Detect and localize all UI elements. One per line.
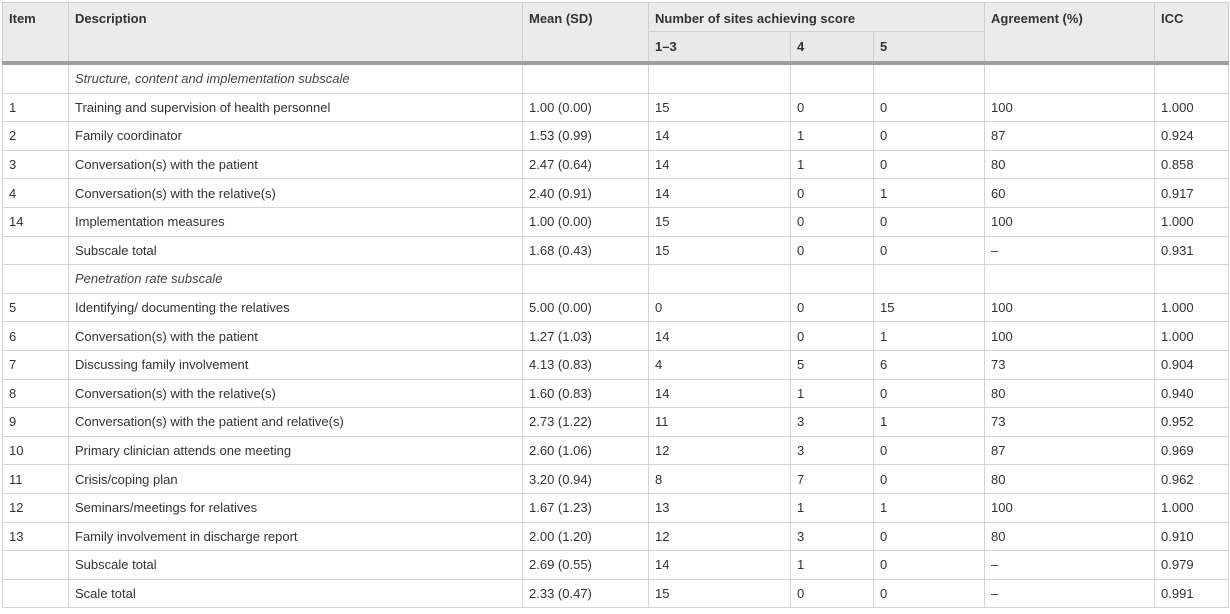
table-row [3,293,1229,322]
cell-score-5: 0 [874,522,985,551]
cell-score-5: 0 [874,150,985,179]
cell-item [3,265,69,294]
table-body [3,63,1229,608]
cell-description: Conversation(s) with the relative(s) [69,379,523,408]
header-sites-group: Number of sites achieving score [649,3,985,32]
cell-description: Conversation(s) with the patient and relative(s) [69,408,523,437]
cell-score-4: 0 [791,179,874,208]
cell-description: Penetration rate subscale [69,265,523,294]
table-row [3,322,1229,351]
table-row [3,436,1229,465]
cell-score-4: 5 [791,350,874,379]
cell-item: 6 [3,322,69,351]
results-table [2,2,1229,608]
table-header [3,3,1229,64]
table-row [3,236,1229,265]
cell-score-5: 0 [874,93,985,122]
cell-item [3,236,69,265]
cell-score-5: 0 [874,465,985,494]
cell-description: Structure, content and implementation subscale [69,63,523,93]
cell-description: Family involvement in discharge report [69,522,523,551]
cell-description: Conversation(s) with the relative(s) [69,179,523,208]
cell-score-1-3: 15 [649,236,791,265]
table-row [3,122,1229,151]
section-row [3,265,1229,294]
cell-description: Family coordinator [69,122,523,151]
cell-score-5: 1 [874,322,985,351]
cell-score-5: 0 [874,579,985,608]
cell-agreement: 80 [985,379,1155,408]
cell-score-4: 0 [791,236,874,265]
cell-item: 13 [3,522,69,551]
header-icc: ICC [1155,3,1229,64]
cell-item: 12 [3,493,69,522]
cell-description: Seminars/meetings for relatives [69,493,523,522]
header-score-4: 4 [791,32,874,64]
cell-score-5: 0 [874,551,985,580]
cell-score-5: 0 [874,122,985,151]
cell-mean-sd: 1.67 (1.23) [523,493,649,522]
cell-score-1-3: 14 [649,379,791,408]
cell-mean-sd: 2.33 (0.47) [523,579,649,608]
cell-mean-sd: 1.53 (0.99) [523,122,649,151]
cell-score-4: 0 [791,322,874,351]
table-row [3,579,1229,608]
cell-agreement: 80 [985,465,1155,494]
cell-agreement: 100 [985,322,1155,351]
cell-score-1-3: 13 [649,493,791,522]
cell-description: Training and supervision of health personnel [69,93,523,122]
cell-icc: 0.952 [1155,408,1229,437]
table-row [3,207,1229,236]
cell-description: Conversation(s) with the patient [69,150,523,179]
cell-agreement: 100 [985,93,1155,122]
cell-score-5: 6 [874,350,985,379]
header-score-1-3: 1–3 [649,32,791,64]
cell-score-5: 15 [874,293,985,322]
cell-score-4: 1 [791,150,874,179]
cell-score-4: 3 [791,408,874,437]
cell-score-4: 0 [791,579,874,608]
cell-icc: 0.962 [1155,465,1229,494]
cell-agreement: 100 [985,293,1155,322]
header-mean-sd: Mean (SD) [523,3,649,64]
cell-description: Subscale total [69,236,523,265]
cell-agreement: – [985,579,1155,608]
table-row [3,408,1229,437]
cell-agreement: 73 [985,350,1155,379]
cell-score-1-3: 15 [649,579,791,608]
header-item: Item [3,3,69,64]
cell-mean-sd [523,265,649,294]
cell-description: Subscale total [69,551,523,580]
cell-icc: 0.991 [1155,579,1229,608]
cell-score-5 [874,265,985,294]
cell-mean-sd: 2.73 (1.22) [523,408,649,437]
cell-score-4: 1 [791,493,874,522]
cell-agreement: – [985,551,1155,580]
cell-icc: 0.904 [1155,350,1229,379]
cell-score-5 [874,63,985,93]
cell-mean-sd: 2.47 (0.64) [523,150,649,179]
cell-description: Identifying/ documenting the relatives [69,293,523,322]
cell-score-5: 0 [874,436,985,465]
cell-item [3,551,69,580]
cell-score-5: 1 [874,493,985,522]
cell-score-1-3: 14 [649,150,791,179]
cell-score-4: 1 [791,122,874,151]
cell-mean-sd: 5.00 (0.00) [523,293,649,322]
cell-score-1-3: 12 [649,522,791,551]
cell-score-1-3: 14 [649,551,791,580]
cell-mean-sd [523,63,649,93]
cell-description: Crisis/coping plan [69,465,523,494]
cell-agreement: 60 [985,179,1155,208]
cell-mean-sd: 2.00 (1.20) [523,522,649,551]
cell-score-1-3: 15 [649,93,791,122]
cell-icc [1155,63,1229,93]
cell-score-4: 7 [791,465,874,494]
cell-score-4 [791,63,874,93]
cell-icc: 1.000 [1155,207,1229,236]
cell-agreement: 73 [985,408,1155,437]
cell-mean-sd: 4.13 (0.83) [523,350,649,379]
cell-score-4: 0 [791,207,874,236]
cell-description: Conversation(s) with the patient [69,322,523,351]
cell-icc: 1.000 [1155,493,1229,522]
cell-item: 14 [3,207,69,236]
cell-description: Implementation measures [69,207,523,236]
section-row [3,63,1229,93]
cell-mean-sd: 3.20 (0.94) [523,465,649,494]
cell-description: Primary clinician attends one meeting [69,436,523,465]
cell-item: 5 [3,293,69,322]
cell-mean-sd: 2.60 (1.06) [523,436,649,465]
cell-score-5: 0 [874,236,985,265]
cell-mean-sd: 1.00 (0.00) [523,93,649,122]
cell-score-1-3: 0 [649,293,791,322]
cell-icc: 1.000 [1155,293,1229,322]
cell-agreement: 87 [985,436,1155,465]
table-row [3,551,1229,580]
cell-item: 7 [3,350,69,379]
table-row [3,179,1229,208]
cell-agreement [985,63,1155,93]
table-row [3,465,1229,494]
cell-icc [1155,265,1229,294]
cell-item [3,579,69,608]
cell-score-1-3: 11 [649,408,791,437]
cell-score-1-3: 14 [649,179,791,208]
cell-item: 10 [3,436,69,465]
cell-agreement: 100 [985,207,1155,236]
cell-item: 8 [3,379,69,408]
cell-icc: 0.917 [1155,179,1229,208]
header-score-5: 5 [874,32,985,64]
cell-agreement: 87 [985,122,1155,151]
cell-score-4: 0 [791,93,874,122]
cell-score-5: 0 [874,207,985,236]
cell-agreement [985,265,1155,294]
cell-icc: 0.969 [1155,436,1229,465]
cell-item: 1 [3,93,69,122]
cell-score-5: 1 [874,179,985,208]
cell-score-4: 1 [791,379,874,408]
cell-score-5: 1 [874,408,985,437]
cell-icc: 0.924 [1155,122,1229,151]
cell-agreement: 80 [985,522,1155,551]
cell-score-1-3: 14 [649,322,791,351]
cell-item: 4 [3,179,69,208]
cell-icc: 0.858 [1155,150,1229,179]
results-table-container [2,2,1228,608]
header-description: Description [69,3,523,64]
cell-score-4: 0 [791,293,874,322]
cell-score-1-3 [649,63,791,93]
cell-description: Scale total [69,579,523,608]
cell-score-1-3 [649,265,791,294]
cell-item: 9 [3,408,69,437]
cell-mean-sd: 2.40 (0.91) [523,179,649,208]
cell-mean-sd: 1.00 (0.00) [523,207,649,236]
cell-score-4 [791,265,874,294]
cell-score-1-3: 12 [649,436,791,465]
cell-mean-sd: 2.69 (0.55) [523,551,649,580]
header-agreement: Agreement (%) [985,3,1155,64]
cell-agreement: – [985,236,1155,265]
cell-score-1-3: 15 [649,207,791,236]
cell-item: 11 [3,465,69,494]
cell-item [3,63,69,93]
cell-icc: 1.000 [1155,93,1229,122]
table-row [3,379,1229,408]
cell-mean-sd: 1.68 (0.43) [523,236,649,265]
cell-score-4: 1 [791,551,874,580]
cell-item: 2 [3,122,69,151]
cell-agreement: 100 [985,493,1155,522]
cell-score-1-3: 4 [649,350,791,379]
cell-score-5: 0 [874,379,985,408]
cell-icc: 0.979 [1155,551,1229,580]
table-row [3,493,1229,522]
cell-icc: 1.000 [1155,322,1229,351]
table-row [3,150,1229,179]
cell-score-1-3: 14 [649,122,791,151]
cell-score-4: 3 [791,522,874,551]
cell-score-1-3: 8 [649,465,791,494]
cell-score-4: 3 [791,436,874,465]
table-row [3,350,1229,379]
table-row [3,93,1229,122]
table-row [3,522,1229,551]
cell-mean-sd: 1.27 (1.03) [523,322,649,351]
cell-icc: 0.931 [1155,236,1229,265]
cell-mean-sd: 1.60 (0.83) [523,379,649,408]
cell-icc: 0.940 [1155,379,1229,408]
cell-item: 3 [3,150,69,179]
cell-description: Discussing family involvement [69,350,523,379]
cell-agreement: 80 [985,150,1155,179]
cell-icc: 0.910 [1155,522,1229,551]
